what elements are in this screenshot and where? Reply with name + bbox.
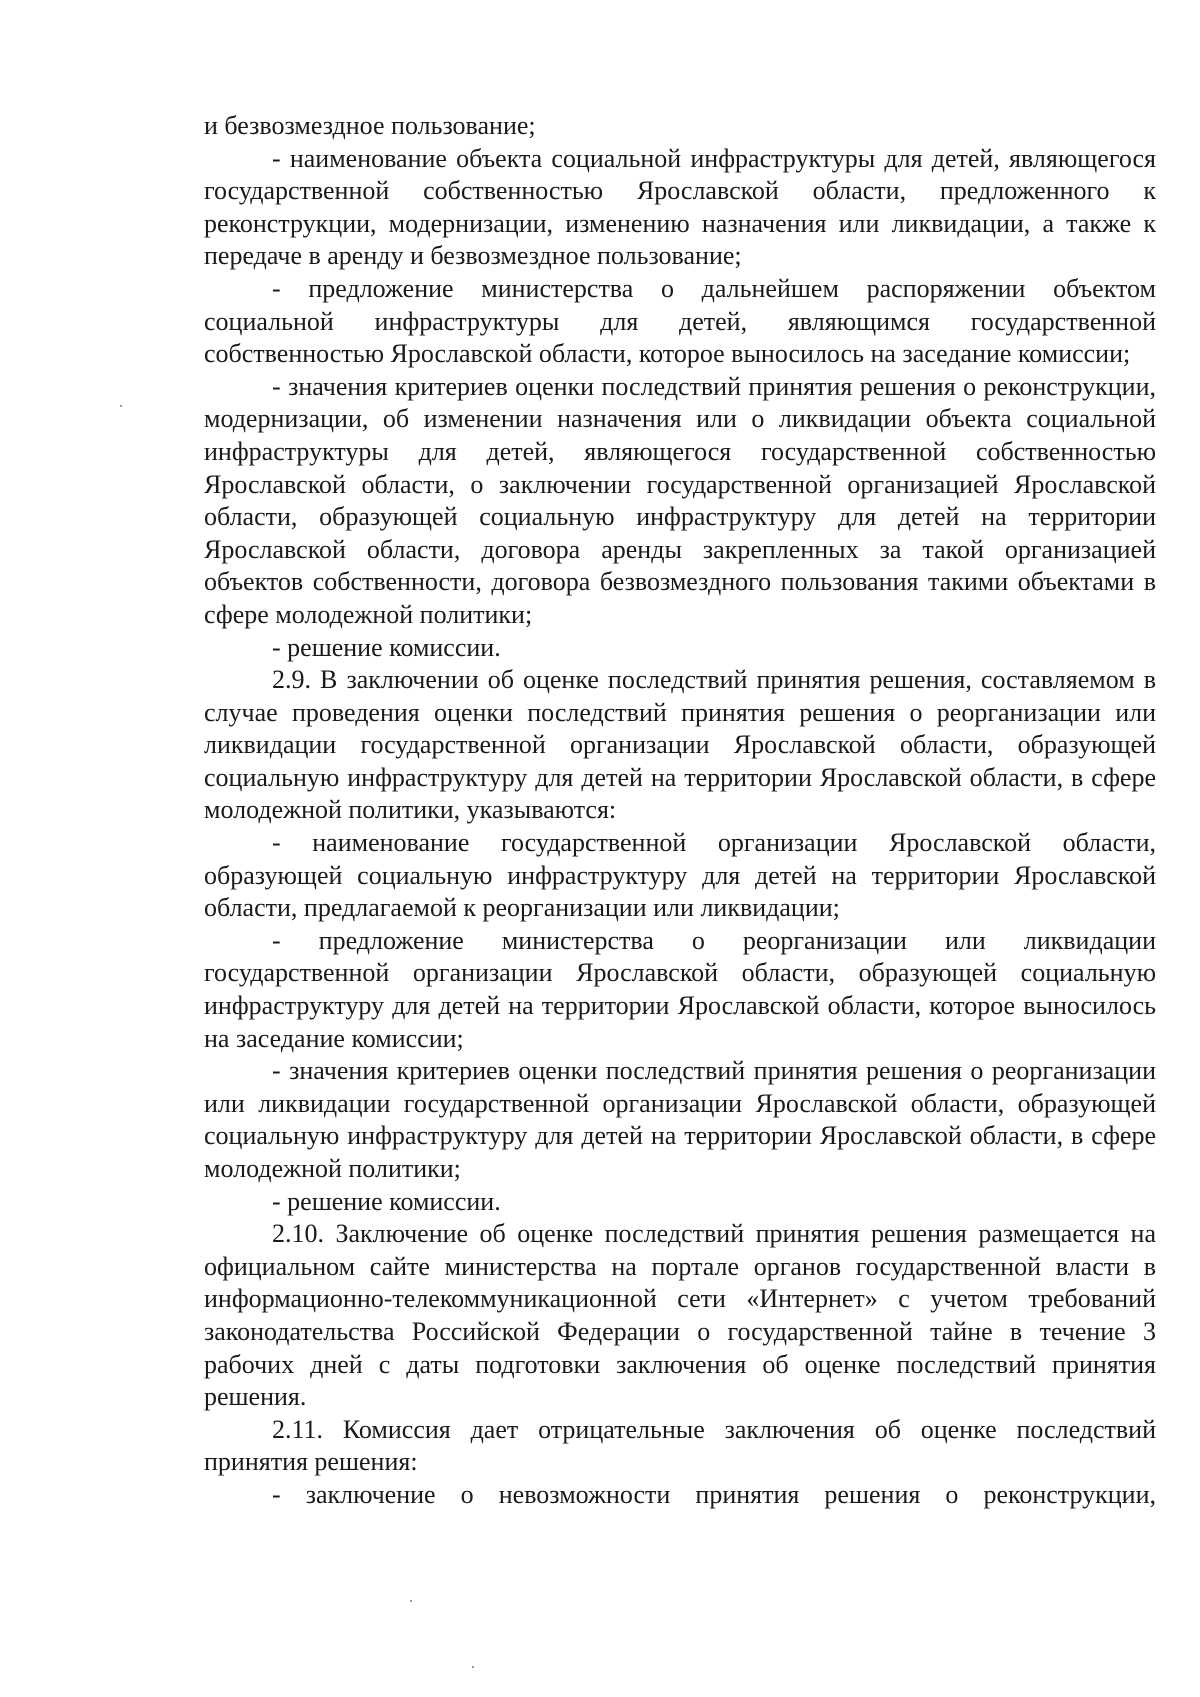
list-item-commission-decision: - решение комиссии.: [272, 632, 501, 662]
list-item-commission-decision-2: - решение комиссии.: [272, 1186, 501, 1216]
scan-speck: [120, 405, 122, 407]
paragraph-continuation: и безвозмездное пользование;: [204, 111, 536, 140]
list-item-reorganization-criteria: - значения критериев оценки последствий принятия решения о реорганизации или ликвидации государственной организации Ярославской области, образующей социальную инфраструктуру для детей на территории Ярославской области, в сфере молодежной политики;: [204, 1056, 1156, 1183]
clause-2-11: 2.11. Комиссия дает отрицательные заключения об оценке последствий принятия решения:: [204, 1414, 1156, 1477]
clause-2-9: 2.9. В заключении об оценке последствий принятия решения, составляемом в случае проведения оценки последствий принятия решения о реорганизации или ликвидации государственной организации Ярославской области, образующей социальную инфраструктуру для детей на территории Ярославской области, в сфере молодежной политики, указываются:: [204, 665, 1156, 825]
scan-speck: [410, 1600, 412, 1602]
list-item-organization-name: - наименование государственной организации Ярославской области, образующей социальную инфраструктуру для детей на территории Ярославской области, предлагаемой к реорганизации или ликвидации;: [204, 828, 1156, 923]
list-item-criteria-values: - значения критериев оценки последствий принятия решения о реконструкции, модернизации, об изменении назначения или о ликвидации объекта социальной инфраструктуры для детей, являющегося государственной собственностью Ярославской области, о заключении государственной организацией Ярославской области, образующей социальную инфраструктуру для детей на территории Ярославской области, договора аренды закрепленных за такой организацией объектов собственности, договора безвозмездного пользования такими объектами в сфере молодежной политики;: [204, 371, 1156, 629]
list-item-negative-conclusion: - заключение о невозможности принятия решения о реконструкции,: [272, 1479, 1156, 1509]
list-item-ministry-proposal: - предложение министерства о дальнейшем распоряжении объектом социальной инфраструктуры для детей, являющимся государственной собственностью Ярославской области, которое выносилось на заседание комиссии;: [204, 273, 1156, 369]
list-item-object-name: - наименование объекта социальной инфраструктуры для детей, являющегося государственной собственностью Ярославской области, предложенного к реконструкции, модернизации, изменению назначения или ликвидации, а также к передаче в аренду и безвозмездное пользование;: [204, 143, 1156, 271]
list-item-reorganization-proposal: - предложение министерства о реорганизации или ликвидации государственной организации Ярославской области, образующей социальную инфраструктуру для детей на территории Ярославской области, которое выносилось на заседание комиссии;: [204, 925, 1156, 1053]
scan-speck: [472, 1666, 474, 1668]
clause-2-10: 2.10. Заключение об оценке последствий принятия решения размещается на официальном сайте министерства на портале органов государственной власти в информационно-телекоммуникационной сети «Интернет» с учетом требований законодательства Российской Федерации о государственной тайне в течение 3 рабочих дней с даты подготовки заключения об оценке последствий принятия решения.: [204, 1219, 1156, 1412]
document-page: [204, 110, 1156, 1512]
